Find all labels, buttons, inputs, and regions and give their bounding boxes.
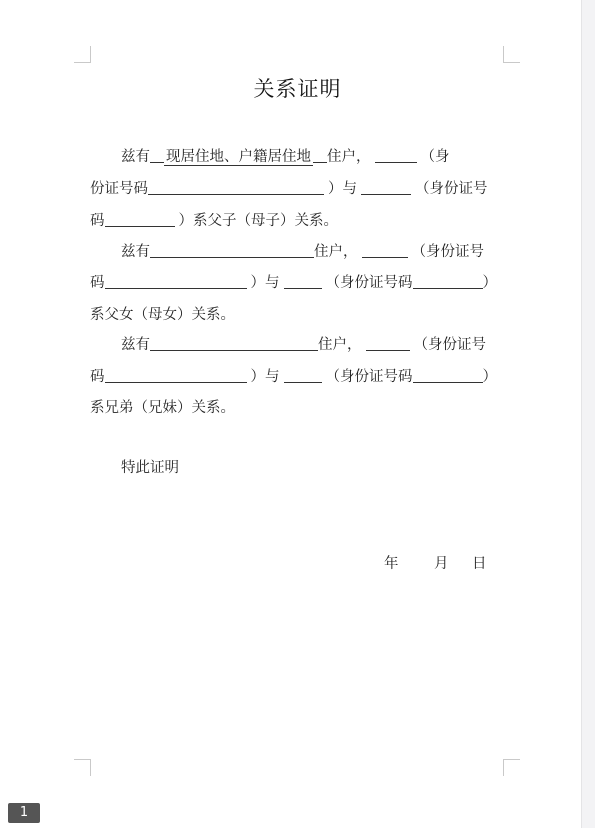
page-number-badge[interactable]: 1 (8, 803, 40, 823)
para3-line1 (121, 336, 486, 354)
para3-text-residents: 住户， (318, 337, 362, 353)
date-day: 日 (472, 556, 487, 572)
para2-text-code: 码 (90, 275, 105, 291)
para2-text-id: （身份证号 (411, 244, 484, 260)
para3-text-close: ） (482, 369, 497, 385)
para3-line2 (90, 368, 497, 386)
para2-line2 (90, 274, 497, 292)
para3-blank-name2[interactable] (366, 336, 410, 351)
para2-blank-name3[interactable] (284, 274, 322, 289)
para2-text-and: ）与 (250, 275, 280, 291)
para2-blank-id2[interactable] (413, 274, 483, 289)
para1-blank-name[interactable] (375, 148, 417, 163)
para1-blank-name2[interactable] (361, 180, 411, 195)
date-year: 年 (384, 556, 399, 572)
para2-blank-name[interactable] (150, 243, 314, 258)
para1-blank-b[interactable] (313, 148, 327, 163)
para1-line1 (121, 148, 450, 166)
para3-blank-id2[interactable] (413, 368, 483, 383)
para3-blank-name[interactable] (150, 336, 318, 351)
para1-text-residents: 住户， (327, 149, 371, 165)
closing-statement: 特此证明 (121, 460, 179, 476)
para2-blank-name2[interactable] (362, 243, 408, 258)
para1-text-open: （身 (420, 149, 450, 165)
para1-text-and: ）与 (328, 181, 357, 197)
para1-line2 (90, 180, 488, 198)
para3-blank-name3[interactable] (284, 368, 322, 383)
para1-text-id: 份证号码 (90, 181, 148, 197)
para3-text-code: 码 (90, 369, 105, 385)
para2-text-residents: 住户， (314, 244, 358, 260)
para3-prefix: 兹有 (121, 337, 150, 353)
para1-blank-a[interactable] (150, 148, 164, 163)
crop-mark-bottom-right (503, 759, 520, 776)
para3-text-relation: 系兄弟（兄妹）关系。 (90, 400, 235, 416)
crop-mark-top-right (503, 46, 520, 63)
para2-line3 (90, 306, 235, 324)
para1-text-relation: ）系父子（母子）关系。 (178, 213, 338, 229)
crop-mark-top-left (74, 46, 91, 63)
para2-text-close: ） (482, 275, 497, 291)
para2-text-id2: （身份证号码 (325, 275, 413, 291)
crop-mark-bottom-left (74, 759, 91, 776)
para1-text-code: 码 (90, 213, 105, 229)
para2-line1 (121, 243, 484, 261)
para3-blank-id1[interactable] (105, 368, 247, 383)
para1-text-id2: （身份证号 (415, 181, 488, 197)
para2-blank-id1[interactable] (105, 274, 247, 289)
para1-blank-id1[interactable] (148, 180, 324, 195)
para3-text-id2: （身份证号码 (325, 369, 413, 385)
para3-line3 (90, 399, 235, 417)
para1-blank-id2[interactable] (105, 212, 175, 227)
para1-filled-residence[interactable]: 现居住地、户籍居住地 (166, 149, 311, 165)
para2-text-relation: 系父女（母女）关系。 (90, 307, 235, 323)
viewer-scroll-edge (581, 0, 595, 828)
para1-prefix: 兹有 (121, 149, 150, 165)
para3-text-and: ）与 (250, 369, 280, 385)
para3-text-id: （身份证号 (413, 337, 486, 353)
document-title: 关系证明 (253, 77, 342, 101)
para1-line3 (90, 212, 338, 230)
date-month: 月 (434, 556, 449, 572)
para2-prefix: 兹有 (121, 244, 150, 260)
